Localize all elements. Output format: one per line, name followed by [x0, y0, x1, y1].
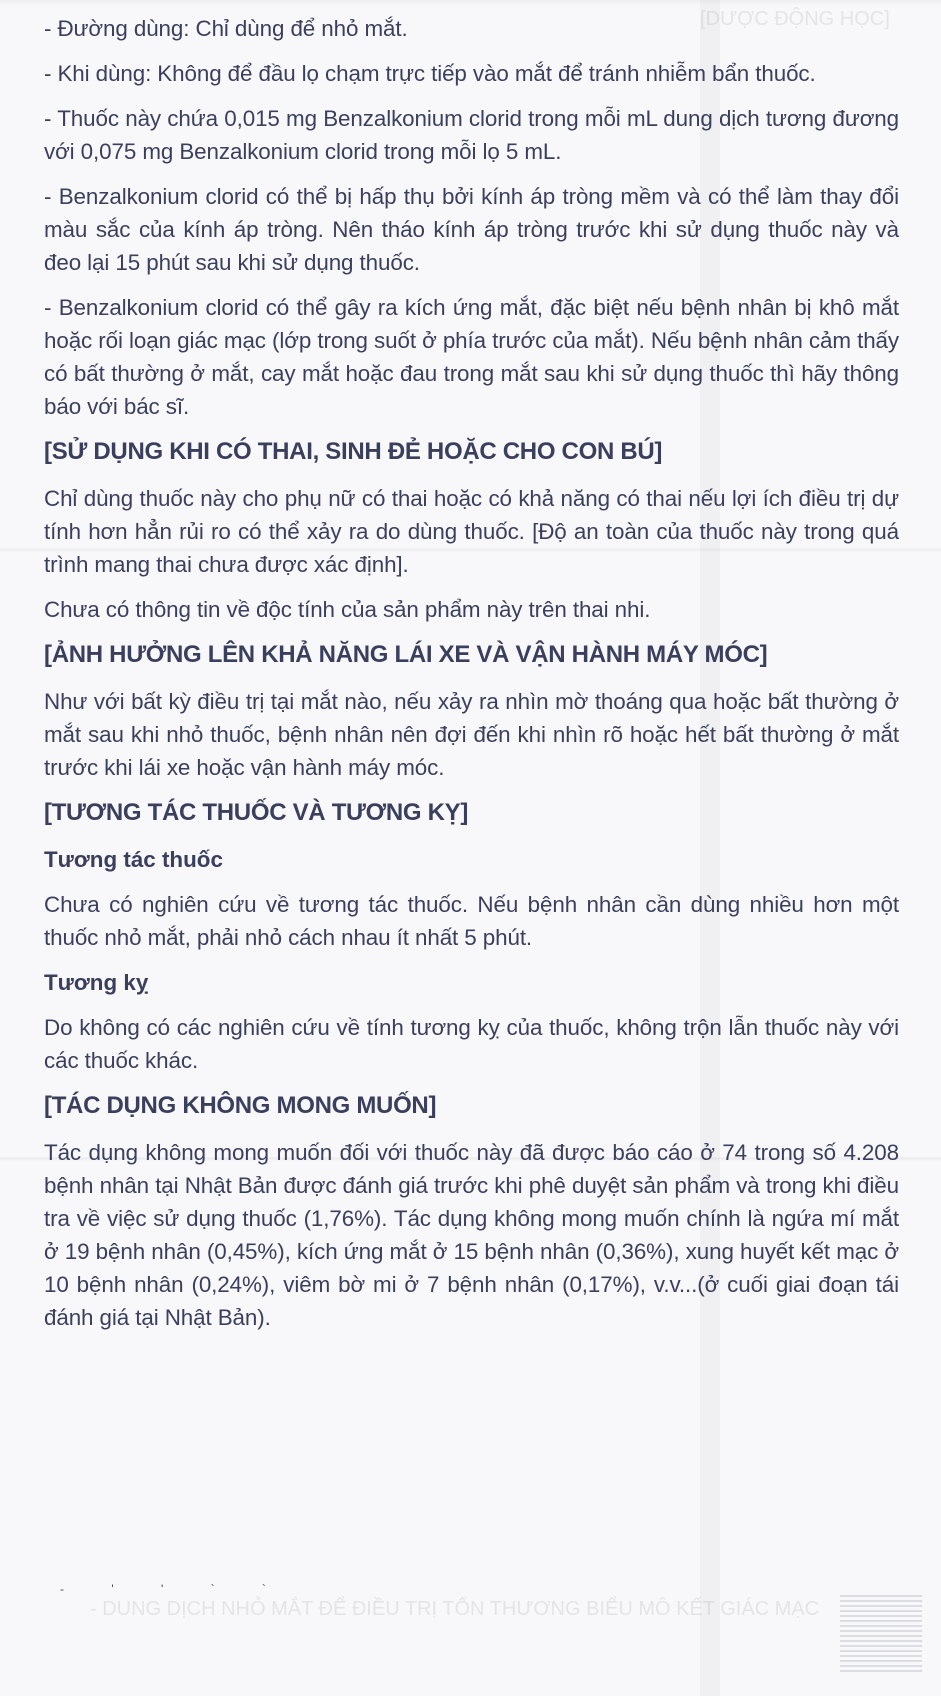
- leaflet-content: [44, 12, 899, 1346]
- bleed-through-text: - DUNG DỊCH NHỎ MẮT ĐỂ ĐIỀU TRỊ TỔN THƯƠNG BIỂU MÔ KẾT GIÁC MẠC: [90, 1598, 820, 1620]
- paragraph-fetal-toxicity: Chưa có thông tin về độc tính của sản phẩm này trên thai nhi.: [44, 597, 651, 622]
- paragraph-driving: Như với bất kỳ điều trị tại mắt nào, nếu xảy ra nhìn mờ thoáng qua hoặc bất thường ở mắt sau khi nhỏ thuốc, bệnh nhân nên đợi đến khi nhìn rõ hoặc hết bất thường ở mắt trước khi lái xe hoặc vận hành máy móc.: [44, 689, 899, 780]
- heading-interactions: [TƯƠNG TÁC THUỐC VÀ TƯƠNG KỴ]: [44, 799, 469, 826]
- heading-pregnancy: [SỬ DỤNG KHI CÓ THAI, SINH ĐẺ HOẶC CHO CON BÚ]: [44, 438, 663, 465]
- heading-adverse-effects: [TÁC DỤNG KHÔNG MONG MUỐN]: [44, 1092, 437, 1119]
- subheading-incompatibilities: Tương kỵ: [44, 970, 149, 995]
- paragraph-route: - Đường dùng: Chỉ dùng để nhỏ mắt.: [44, 16, 408, 41]
- subheading-drug-interactions: Tương tác thuốc: [44, 847, 223, 872]
- paragraph-usage: - Khi dùng: Không để đầu lọ chạm trực tiếp vào mắt để tránh nhiễm bẩn thuốc.: [44, 61, 816, 86]
- paragraph-drug-interactions: Chưa có nghiên cứu về tương tác thuốc. Nếu bệnh nhân cần dùng nhiều hơn một thuốc nhỏ mắt, phải nhỏ cách nhau ít nhất 5 phút.: [44, 892, 899, 950]
- footer-text-fragment: - ' ' ` `: [60, 1582, 288, 1596]
- paragraph-pregnancy: Chỉ dùng thuốc này cho phụ nữ có thai hoặc có khả năng có thai nếu lợi ích điều trị dự tính hơn hẳn rủi ro có thể xảy ra do dùng thuốc. [Độ an toàn của thuốc này trong quá trình mang thai chưa được xác định].: [44, 486, 899, 577]
- paragraph-adverse-effects: Tác dụng không mong muốn đối với thuốc này đã được báo cáo ở 74 trong số 4.208 bệnh nhân tại Nhật Bản được đánh giá trước khi phê duyệt sản phẩm và trong khi điều tra về việc sử dụng thuốc (1,76%). Tác dụng không mong muốn chính là ngứa mí mắt ở 19 bệnh nhân (0,45%), kích ứng mắt ở 15 bệnh nhân (0,36%), xung huyết kết mạc ở 10 bệnh nhân (0,24%), viêm bờ mi ở 7 bệnh nhân (0,17%), v.v...(ở cuối giai đoạn tái đánh giá tại Nhật Bản).: [44, 1140, 899, 1330]
- bleed-through-text: [DƯỢC ĐỘNG HỌC]: [700, 8, 890, 30]
- paragraph-benzalkonium-content: - Thuốc này chứa 0,015 mg Benzalkonium clorid trong mỗi mL dung dịch tương đương với 0,075 mg Benzalkonium clorid trong mỗi lọ 5 mL.: [44, 106, 899, 164]
- heading-driving: [ẢNH HƯỞNG LÊN KHẢ NĂNG LÁI XE VÀ VẬN HÀNH MÁY MÓC]: [44, 641, 768, 668]
- paragraph-contact-lens: - Benzalkonium clorid có thể bị hấp thụ bởi kính áp tròng mềm và có thể làm thay đổi màu sắc của kính áp tròng. Nên tháo kính áp tròng trước khi sử dụng thuốc này và đeo lại 15 phút sau khi sử dụng thuốc.: [44, 184, 899, 275]
- paragraph-incompatibilities: Do không có các nghiên cứu về tính tương kỵ của thuốc, không trộn lẫn thuốc này với các thuốc khác.: [44, 1015, 899, 1073]
- barcode-graphic: [840, 1595, 922, 1673]
- paragraph-eye-irritation: - Benzalkonium clorid có thể gây ra kích ứng mắt, đặc biệt nếu bệnh nhân bị khô mắt hoặc rối loạn giác mạc (lớp trong suốt ở phía trước của mắt). Nếu bệnh nhân cảm thấy có bất thường ở mắt, cay mắt hoặc đau trong mắt sau khi sử dụng thuốc thì hãy thông báo với bác sĩ.: [44, 295, 899, 419]
